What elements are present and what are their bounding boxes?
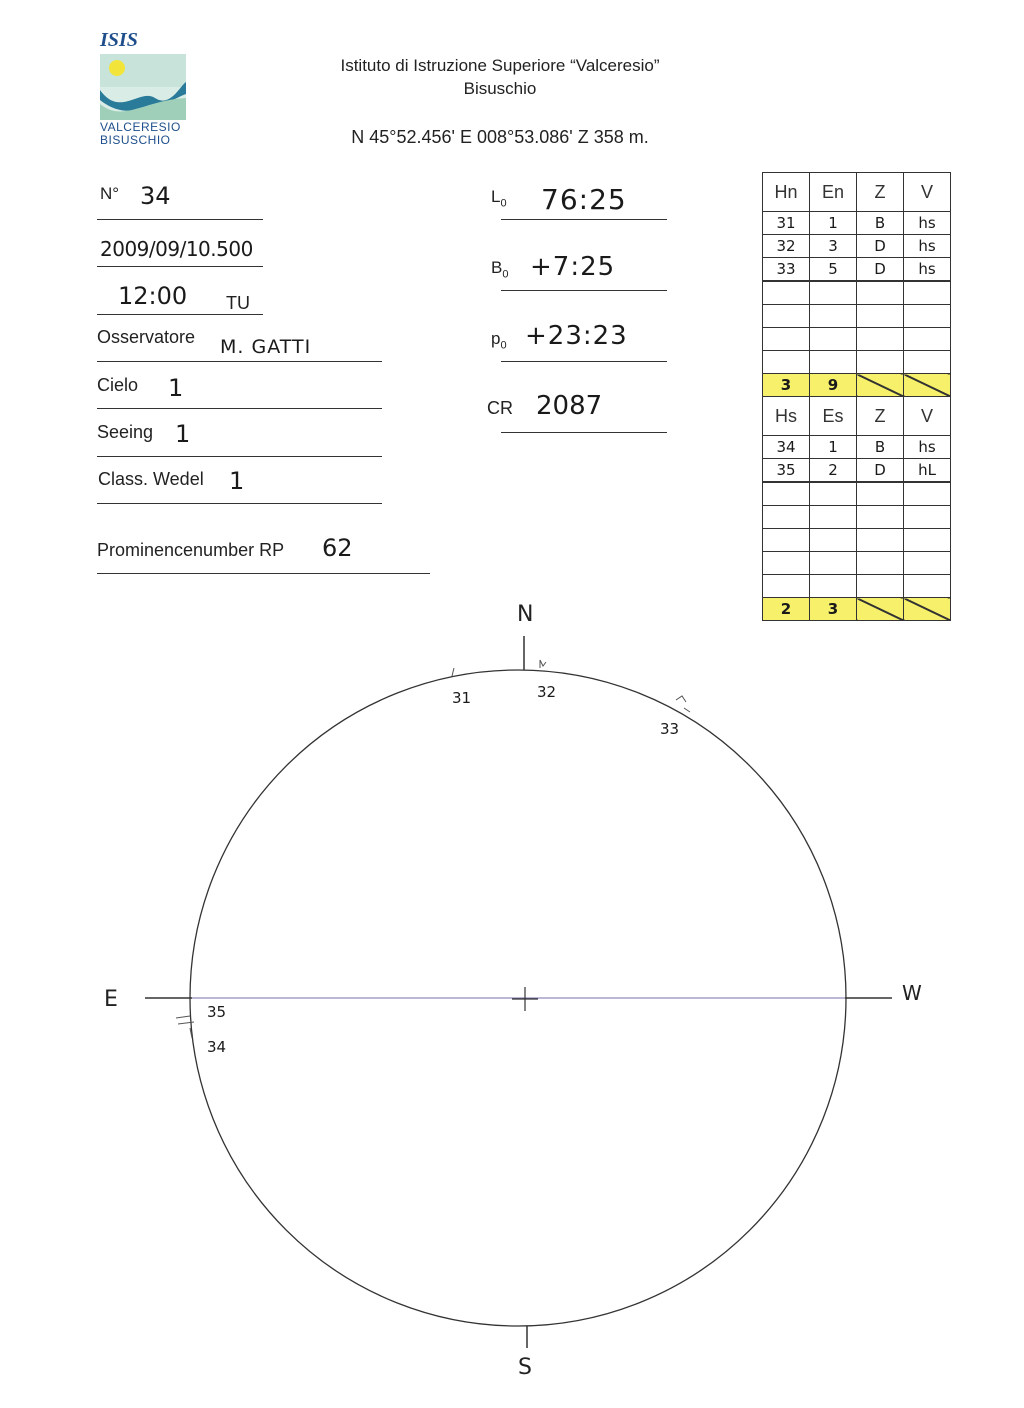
cell: 34 (763, 436, 810, 459)
seeing-label: Seeing (97, 422, 154, 442)
col-header: En (810, 173, 857, 212)
logo-line-1: VALCERESIO (100, 120, 181, 134)
col-header: V (904, 397, 951, 436)
col-header: Hn (763, 173, 810, 212)
logo-brand: ISIS (100, 29, 138, 51)
prominence-label-35: 35 (207, 1003, 227, 1021)
b0-value: +7:25 (530, 252, 616, 282)
p0-label: $p_0$ (491, 329, 507, 352)
prominence-value: 62 (322, 534, 353, 562)
time-value: 12:00 (118, 282, 188, 310)
p0-value: +23:23 (525, 321, 628, 351)
logo-line-2: BISUSCHIO (100, 133, 171, 147)
east-label: E (104, 987, 118, 1012)
col-header: Hs (763, 397, 810, 436)
total-extent: 9 (810, 374, 857, 397)
cell: 2 (810, 459, 857, 483)
cell: hs (904, 212, 951, 235)
seeing-value: 1 (175, 420, 191, 448)
cell: hs (904, 235, 951, 258)
b0-label: $B_0$ (491, 258, 509, 281)
cell: 1 (810, 212, 857, 235)
south-label: S (518, 1355, 532, 1380)
cell: 32 (763, 235, 810, 258)
number-value: 34 (140, 182, 171, 210)
cell: D (857, 459, 904, 483)
prominence-label-34: 34 (207, 1038, 227, 1056)
cell: hs (904, 258, 951, 282)
prominence-label-32: 32 (537, 683, 557, 701)
col-header: Es (810, 397, 857, 436)
cell: hs (904, 436, 951, 459)
l0-value: 76:25 (541, 183, 627, 216)
prominence-label-31: 31 (452, 689, 472, 707)
time-unit: TU (226, 293, 250, 313)
north-label: N (517, 602, 534, 627)
west-label: W (902, 981, 922, 1005)
prominence-label-33: 33 (660, 720, 680, 738)
prominence-label: Prominencenumber RP (97, 540, 285, 560)
cell: D (857, 258, 904, 282)
prominence-mark (676, 696, 690, 712)
cell: 3 (810, 235, 857, 258)
station-coordinates: N 45°52.456' E 008°53.086' Z 358 m. (351, 127, 649, 147)
cell: 5 (810, 258, 857, 282)
cell: hL (904, 459, 951, 483)
institute-town: Bisuschio (463, 79, 537, 98)
cell: D (857, 235, 904, 258)
cell: B (857, 212, 904, 235)
institute-name: Istituto di Istruzione Superiore “Valceresio” (340, 56, 660, 75)
cell: 35 (763, 459, 810, 483)
total-extent: 3 (810, 598, 857, 621)
wedel-label: Class. Wedel (98, 469, 204, 489)
cell: 1 (810, 436, 857, 459)
observer-label: Osservatore (97, 327, 196, 347)
col-header: Z (857, 173, 904, 212)
date-value: 2009/09/10.500 (100, 237, 253, 261)
l0-label: $L_0$ (491, 187, 507, 210)
total-count: 2 (763, 598, 810, 621)
number-label: N° (100, 184, 120, 203)
total-count: 3 (763, 374, 810, 397)
sky-label: Cielo (97, 375, 139, 395)
wedel-value: 1 (229, 467, 245, 495)
cell: 31 (763, 212, 810, 235)
col-header: V (904, 173, 951, 212)
col-header: Z (857, 397, 904, 436)
observer-value: M. GATTI (220, 336, 312, 358)
cell: 33 (763, 258, 810, 282)
cr-value: 2087 (536, 391, 603, 421)
cr-label: CR (487, 398, 513, 418)
cell: B (857, 436, 904, 459)
sky-value: 1 (168, 374, 184, 402)
